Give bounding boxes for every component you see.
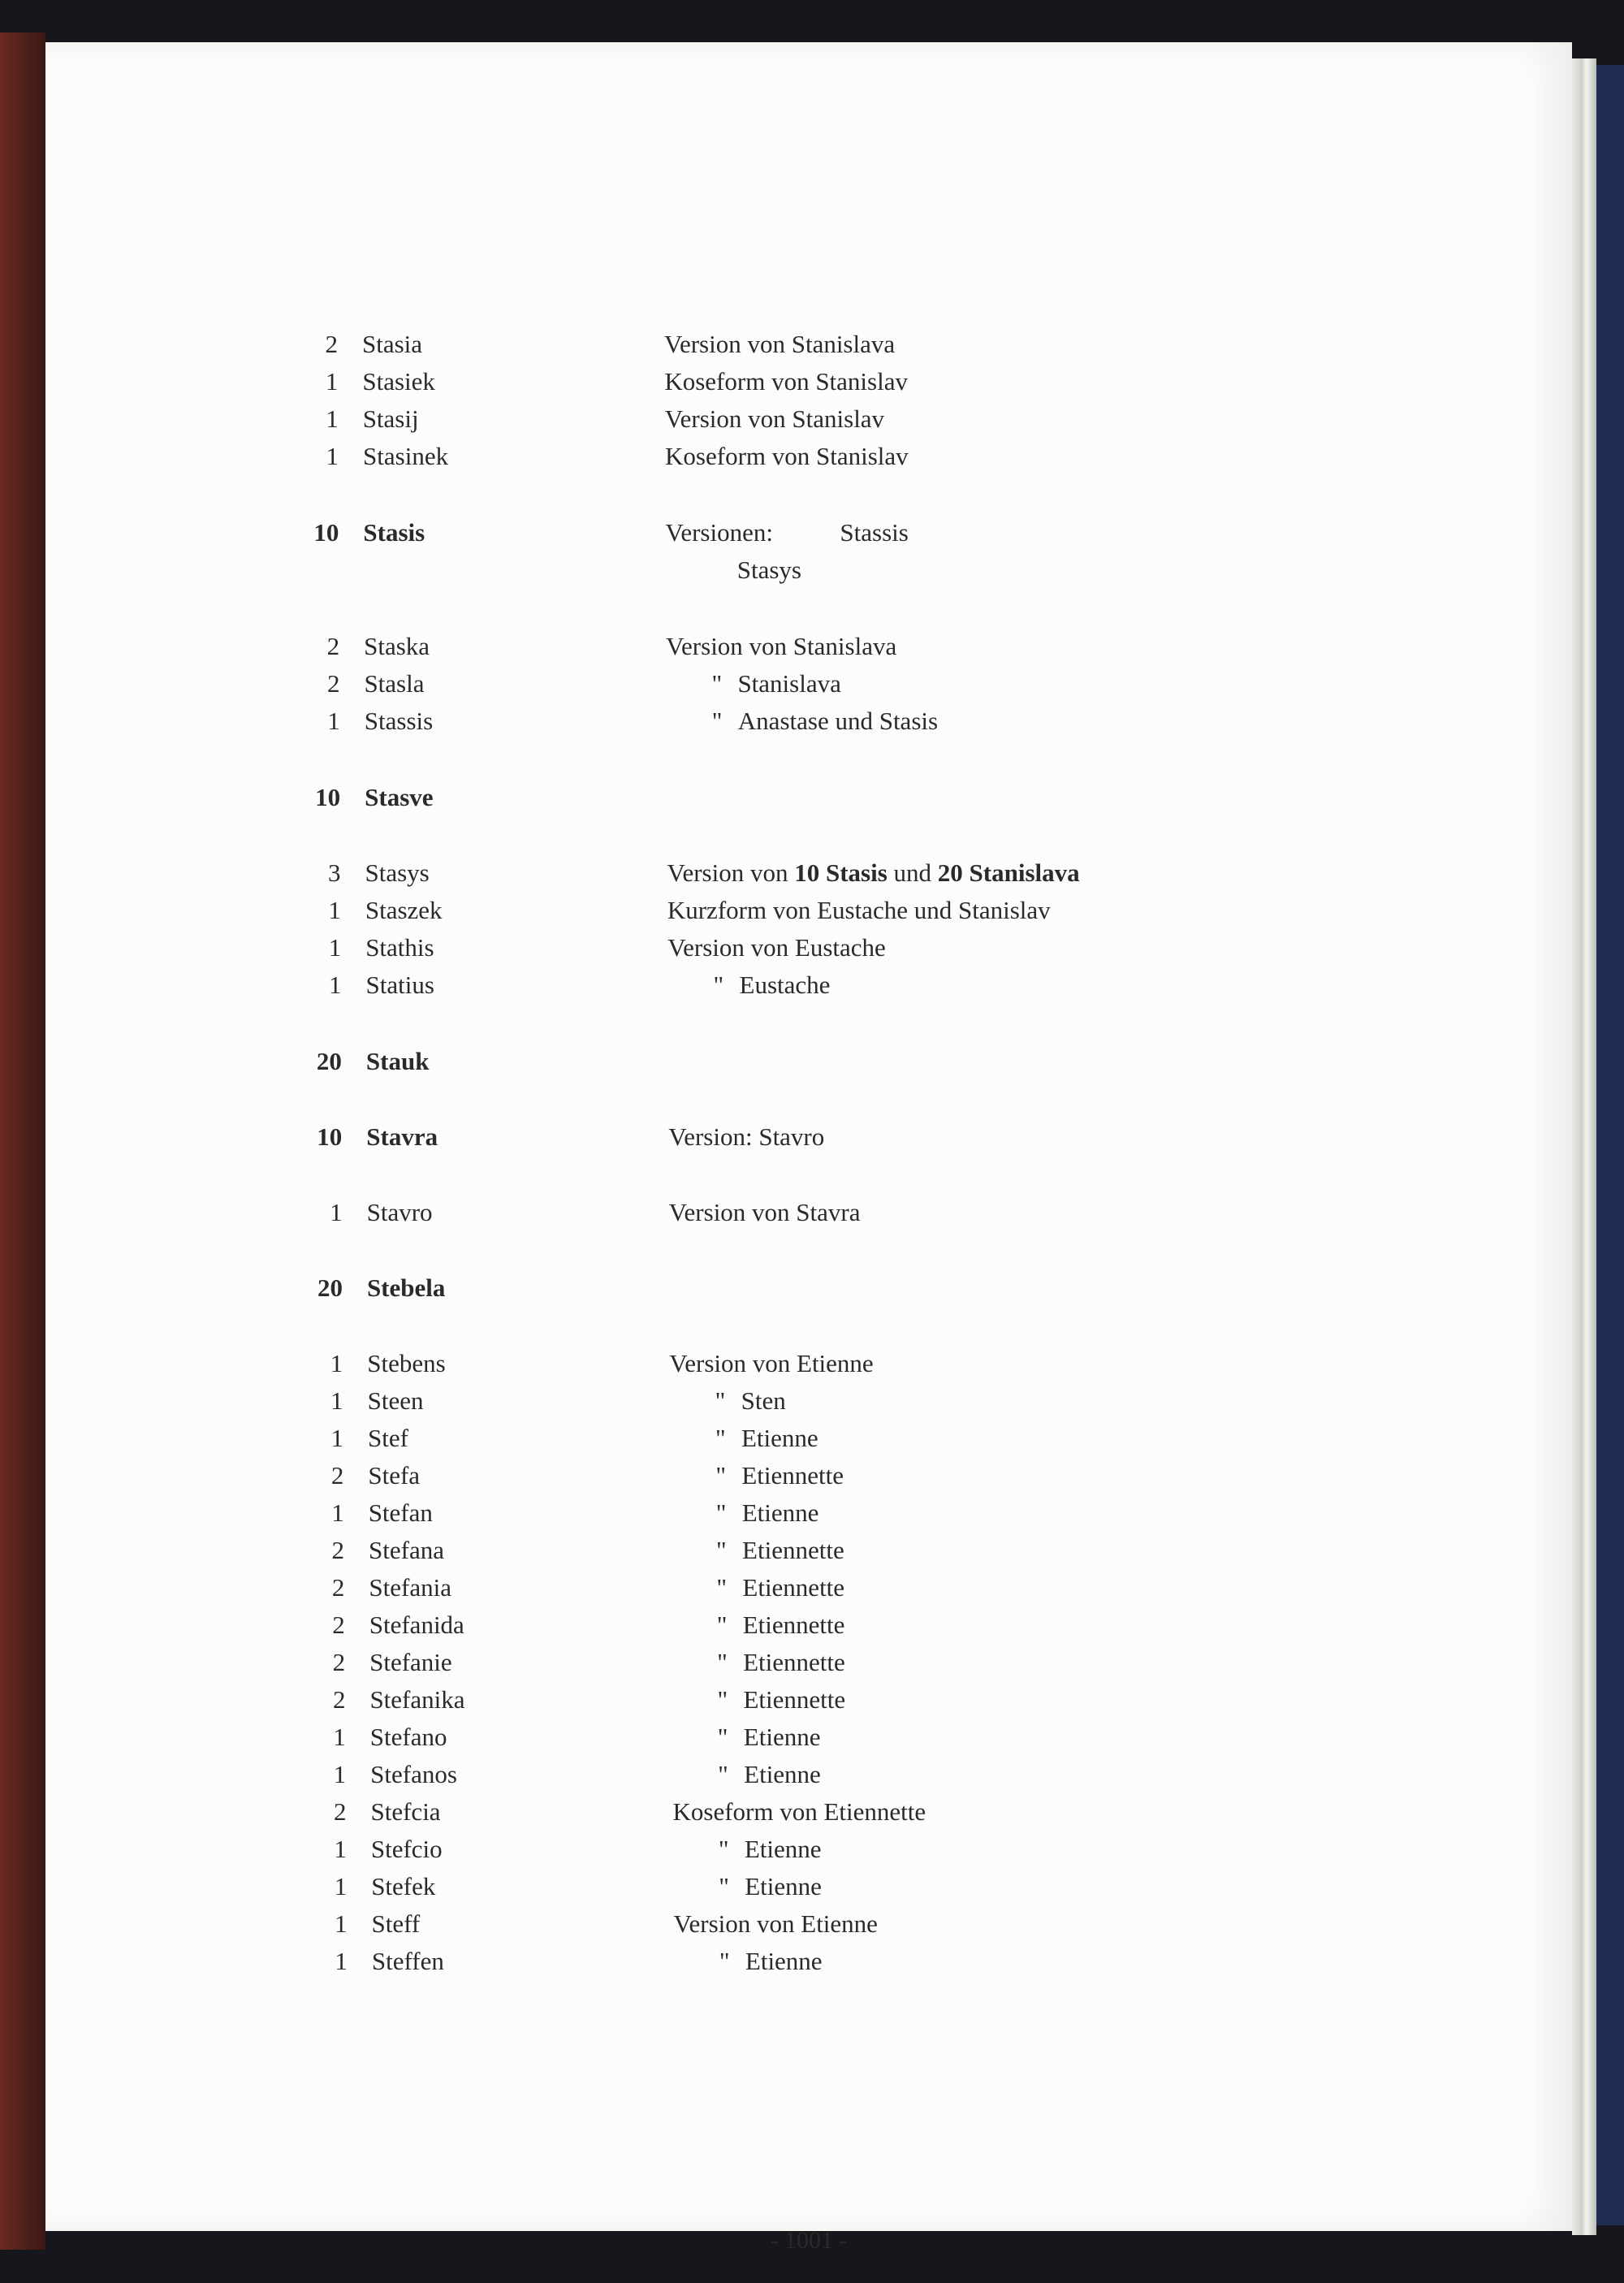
ditto-mark: "	[713, 971, 724, 999]
entry-note-target: Etiennette	[742, 1611, 845, 1639]
entry-count: 2	[332, 1611, 345, 1639]
ditto-mark: "	[711, 707, 723, 735]
entry-name: Stef	[368, 1424, 408, 1452]
entry-count: 1	[330, 1386, 343, 1415]
list-item	[45, 1906, 1572, 1942]
entry-note-target: Stanislava	[737, 669, 841, 698]
entry-note: Version von Etienne	[669, 1349, 874, 1377]
entry-name: Staska	[364, 632, 430, 660]
entry-name: Stasij	[362, 404, 419, 433]
entry-name: Stasiek	[362, 367, 435, 396]
list-item	[45, 1458, 1572, 1494]
entry-note: Version von Stanislava	[664, 330, 896, 358]
entry-name: Stasis	[363, 518, 425, 547]
ditto-mark: "	[717, 1648, 728, 1676]
entry-count: 2	[332, 1648, 346, 1676]
list-item	[45, 364, 1572, 400]
entry-note-target: Sten	[741, 1386, 786, 1415]
entry-name: Stasys	[365, 858, 430, 887]
list-item	[45, 930, 1572, 966]
entry-count: 2	[325, 330, 338, 358]
entry-name: Stefek	[371, 1872, 436, 1900]
entry-note	[667, 855, 1080, 891]
entry-count: 1	[330, 1424, 343, 1452]
entry-count: 10	[317, 1122, 343, 1151]
ditto-mark: "	[716, 1573, 728, 1602]
entry-note-target: Etiennette	[741, 1461, 844, 1490]
entry-count: 2	[334, 1797, 347, 1826]
entry-count: 1	[325, 367, 339, 396]
note-part: Version von	[667, 858, 795, 887]
entry-count: 2	[332, 1685, 346, 1714]
list-item	[45, 1831, 1572, 1867]
entry-count: 10	[315, 783, 341, 811]
entry-count: 20	[316, 1047, 342, 1075]
list-item	[45, 1757, 1572, 1792]
entry-name: Stefanika	[369, 1685, 465, 1714]
entry-name: Stavro	[366, 1198, 433, 1226]
entry-note: Version von Eustache	[667, 933, 886, 962]
entry-name: Steff	[371, 1909, 421, 1938]
entry-name: Statius	[365, 971, 434, 999]
entry-name: Stefan	[368, 1498, 433, 1527]
ditto-mark: "	[717, 1723, 728, 1751]
entry-name: Stefcia	[370, 1797, 441, 1826]
entry-note-target: Eustache	[739, 971, 831, 999]
ditto-mark: "	[717, 1685, 728, 1714]
page-number: - 1001 -	[770, 2227, 848, 2254]
list-item	[45, 1270, 1572, 1306]
entry-count: 1	[331, 1498, 344, 1527]
list-item	[45, 1383, 1572, 1419]
entry-note-target: Etienne	[745, 1947, 823, 1975]
list-item	[45, 1495, 1572, 1531]
list-item	[45, 515, 1572, 551]
list-item	[45, 1944, 1572, 1979]
book-page	[45, 42, 1572, 2254]
ditto-mark: "	[719, 1947, 730, 1975]
entry-name: Stassis	[364, 707, 434, 735]
list-item	[45, 666, 1572, 702]
entry-name: Stefanida	[369, 1611, 464, 1639]
entry-count: 1	[335, 1909, 348, 1938]
ditto-mark: "	[715, 1424, 726, 1452]
list-item	[45, 855, 1572, 891]
entry-count: 1	[335, 1947, 348, 1975]
entry-count: 2	[331, 1536, 345, 1564]
entry-count: 1	[329, 971, 342, 999]
entry-name: Stebela	[366, 1273, 446, 1302]
list-item	[45, 1044, 1572, 1079]
entry-name: Steffen	[371, 1947, 444, 1975]
entry-name: Staszek	[365, 896, 443, 924]
entry-name: Stefana	[369, 1536, 445, 1564]
list-item	[45, 326, 1572, 362]
note-part: 10 Stasis	[794, 858, 888, 887]
entry-count: 1	[327, 707, 340, 735]
ditto-mark: "	[716, 1536, 727, 1564]
name-list	[45, 42, 1572, 2231]
entry-name: Stasve	[365, 783, 434, 811]
list-item	[45, 552, 1572, 588]
list-item	[45, 1119, 1572, 1155]
ditto-mark: "	[715, 1386, 726, 1415]
entry-count: 1	[328, 933, 342, 962]
entry-note-target: Etiennette	[742, 1536, 844, 1564]
list-item	[45, 1533, 1572, 1568]
ditto-mark: "	[718, 1760, 728, 1788]
entry-count: 1	[333, 1760, 347, 1788]
entry-count: 2	[326, 669, 340, 698]
entry-note: Koseform von Stanislav	[664, 367, 908, 396]
entry-note: Version von Etienne	[673, 1909, 878, 1938]
entry-note-target: Stassis	[840, 518, 909, 547]
list-item	[45, 1794, 1572, 1830]
entry-count: 1	[334, 1872, 348, 1900]
entry-count: 10	[313, 518, 339, 547]
entry-name: Stefanos	[370, 1760, 457, 1788]
list-item	[45, 629, 1572, 664]
list-item	[45, 1682, 1572, 1718]
ditto-mark: "	[715, 1498, 727, 1527]
ditto-mark: "	[719, 1872, 729, 1900]
entry-name: Stefania	[369, 1573, 451, 1602]
entry-count: 1	[326, 404, 339, 433]
entry-note-target: Etienne	[744, 1760, 821, 1788]
list-item	[45, 780, 1572, 815]
entry-note-target: Etienne	[743, 1723, 821, 1751]
list-item	[45, 439, 1572, 474]
page-edge	[1572, 58, 1596, 2235]
list-item	[45, 1607, 1572, 1643]
entry-count: 20	[317, 1273, 343, 1302]
entry-count: 2	[331, 1573, 345, 1602]
entry-note-target: Etiennette	[743, 1685, 846, 1714]
list-item	[45, 893, 1572, 928]
entry-name: Stefano	[369, 1723, 447, 1751]
ditto-mark: "	[716, 1611, 728, 1639]
entry-note-target: Etienne	[744, 1835, 822, 1863]
entry-note-target: Etiennette	[743, 1648, 845, 1676]
list-item	[45, 1195, 1572, 1230]
entry-count: 1	[330, 1198, 343, 1226]
note-part: und	[887, 858, 938, 887]
entry-note: Version von Stanislava	[666, 632, 897, 660]
entry-count: 1	[334, 1835, 347, 1863]
entry-note: Version von Stanislav	[664, 404, 885, 433]
entry-name: Stasia	[362, 330, 423, 358]
entry-count: 1	[333, 1723, 346, 1751]
entry-note: Kurzform von Eustache und Stanislav	[667, 896, 1051, 924]
list-item	[45, 1645, 1572, 1680]
entry-note: Koseform von Etiennette	[672, 1797, 926, 1826]
list-item	[45, 703, 1572, 739]
entry-name: Stathis	[365, 933, 434, 962]
entry-name: Stefa	[368, 1461, 421, 1490]
entry-note: Koseform von Stanislav	[665, 442, 909, 470]
entry-name: Steen	[367, 1386, 424, 1415]
list-item	[45, 1719, 1572, 1755]
list-item	[45, 967, 1572, 1003]
list-item	[45, 1420, 1572, 1456]
entry-count: 1	[328, 896, 341, 924]
list-item	[45, 1346, 1572, 1381]
entry-note-target: Etienne	[741, 1424, 818, 1452]
entry-count: 2	[330, 1461, 344, 1490]
entry-count: 1	[330, 1349, 343, 1377]
entry-count: 2	[326, 632, 340, 660]
entry-name: Stasla	[364, 669, 425, 698]
entry-note-target: Etiennette	[742, 1573, 845, 1602]
entry-name: Stavra	[366, 1122, 438, 1151]
entry-note-target: Etienne	[741, 1498, 819, 1527]
list-item	[45, 1570, 1572, 1606]
entry-note: Versionen:	[665, 518, 773, 547]
entry-note: Version: Stavro	[668, 1122, 825, 1151]
entry-name: Stefanie	[369, 1648, 452, 1676]
ditto-mark: "	[711, 669, 723, 698]
ditto-mark: "	[718, 1835, 729, 1863]
book-cover-right	[1596, 65, 1624, 2225]
entry-note-target: Anastase und Stasis	[737, 707, 939, 735]
entry-note-target: Stasys	[736, 556, 801, 584]
entry-name: Stebens	[367, 1349, 446, 1377]
entry-name: Stauk	[365, 1047, 430, 1075]
entry-name: Stefcio	[370, 1835, 443, 1863]
entry-count: 1	[326, 442, 339, 470]
note-part: 20 Stanislava	[937, 858, 1080, 887]
entry-note-target: Etienne	[745, 1872, 822, 1900]
entry-count: 3	[328, 858, 341, 887]
ditto-mark: "	[715, 1461, 726, 1490]
entry-name: Stasinek	[363, 442, 449, 470]
entry-note: Version von Stavra	[668, 1198, 861, 1226]
book-cover-left	[0, 32, 45, 2250]
list-item	[45, 1869, 1572, 1905]
list-item	[45, 401, 1572, 437]
